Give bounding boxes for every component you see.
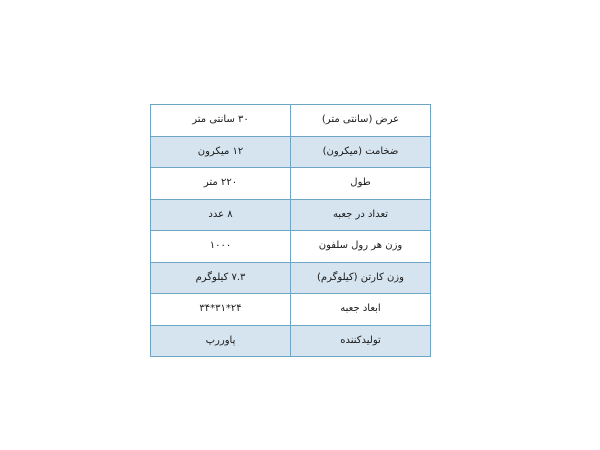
row-value: ۲۴*۳۱*۳۴ bbox=[151, 294, 291, 326]
table-row bbox=[151, 294, 431, 326]
row-label: عرض (سانتی متر) bbox=[291, 105, 431, 137]
table-row bbox=[151, 168, 431, 200]
table-row bbox=[151, 199, 431, 231]
row-value: ۱۰۰۰ bbox=[151, 231, 291, 263]
table-row bbox=[151, 262, 431, 294]
row-value: ۳۰ سانتی متر bbox=[151, 105, 291, 137]
row-label: طول bbox=[291, 168, 431, 200]
row-value: ۲۲۰ متر bbox=[151, 168, 291, 200]
row-label: تعداد در جعبه bbox=[291, 199, 431, 231]
row-label: وزن هر رول سلفون bbox=[291, 231, 431, 263]
table-row bbox=[151, 325, 431, 357]
table-row bbox=[151, 105, 431, 137]
row-label: ابعاد جعبه bbox=[291, 294, 431, 326]
row-label: وزن کارتن (کیلوگرم) bbox=[291, 262, 431, 294]
row-value: ۷.۳ کیلوگرم bbox=[151, 262, 291, 294]
table-row bbox=[151, 136, 431, 168]
product-spec-table bbox=[150, 104, 431, 357]
table-row bbox=[151, 231, 431, 263]
row-label: ضخامت (میکرون) bbox=[291, 136, 431, 168]
row-label: تولیدکننده bbox=[291, 325, 431, 357]
row-value: ۱۲ میکرون bbox=[151, 136, 291, 168]
row-value: ۸ عدد bbox=[151, 199, 291, 231]
row-value: پاوررپ bbox=[151, 325, 291, 357]
